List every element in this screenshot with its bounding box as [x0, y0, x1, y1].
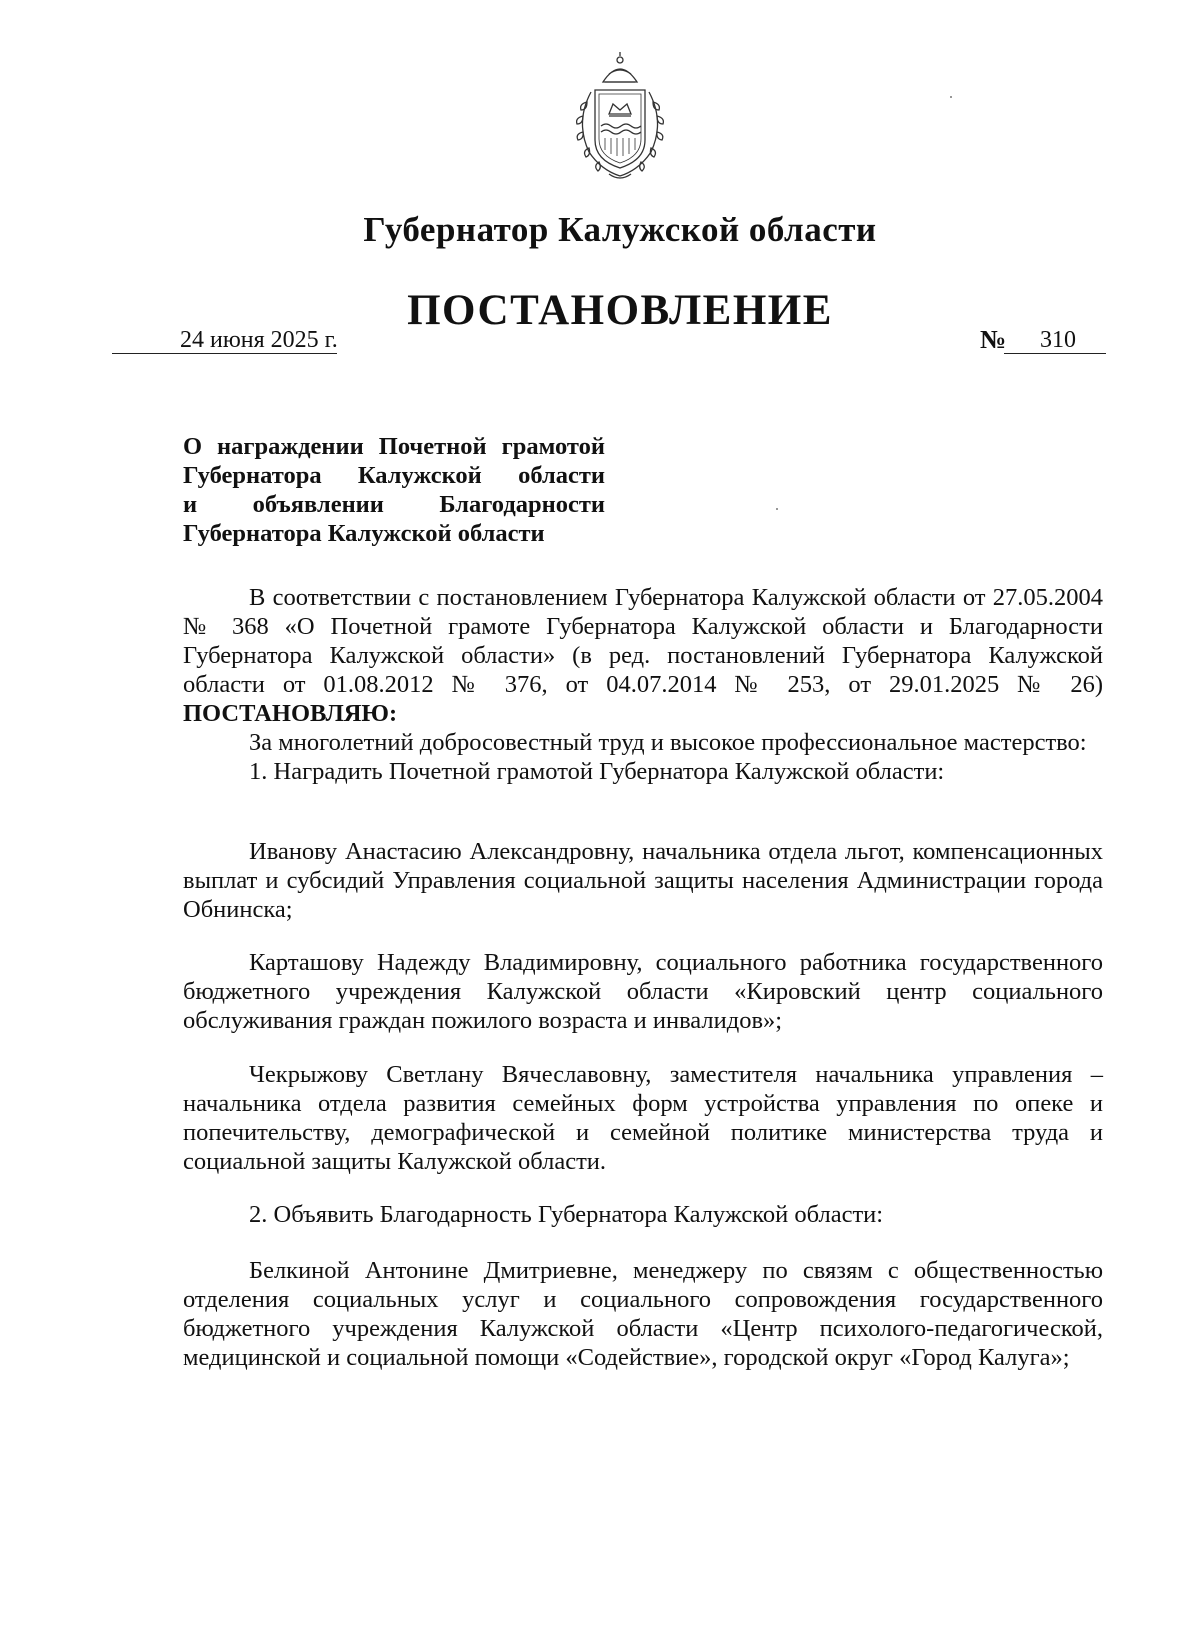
subject-line: Губернатора Калужской области [183, 462, 605, 489]
preamble-paragraph [183, 583, 1103, 728]
scan-speck [950, 96, 952, 98]
document-number: 310 [1040, 327, 1076, 353]
awardee-paragraph [183, 1256, 1103, 1372]
awardee-text: Карташову Надежду Владимировну, социального работника государственного бюджетного учреждения Калужской области «Кировский центр социального обслуживания граждан пожилого возраста и инвалидов»; [183, 949, 1103, 1034]
subject-line: и объявлении Благодарности [183, 491, 605, 518]
subject-line: О награждении Почетной грамотой [183, 433, 605, 460]
awardee-paragraph [183, 1060, 1103, 1176]
subject-line: Губернатора Калужской области [183, 520, 545, 547]
section-1-heading: 1. Наградить Почетной грамотой Губернатора Калужской области: [249, 758, 945, 785]
scan-speck [776, 508, 778, 510]
subject-block [183, 432, 605, 548]
decree-word: ПОСТАНОВЛЯЮ: [183, 700, 398, 727]
section-2-block [183, 1200, 1103, 1229]
awardee-text: Иванову Анастасию Александровну, начальника отдела льгот, компенсационных выплат и субсидий Управления социальной защиты населения Администрации города Обнинска; [183, 838, 1103, 923]
reason-paragraph: За многолетний добросовестный труд и высокое профессиональное мастерство: [249, 729, 1087, 756]
document-type-heading: ПОСТАНОВЛЕНИЕ [407, 287, 833, 334]
awardee-paragraph [183, 948, 1103, 1035]
document-date: 24 июня 2025 г. [180, 327, 338, 353]
section-2-heading: 2. Объявить Благодарность Губернатора Калужской области: [249, 1201, 884, 1228]
preamble-block [183, 583, 1103, 786]
number-label: № [980, 325, 1007, 354]
awardee-text: Белкиной Антонине Дмитриевне, менеджеру по связям с общественностью отделения социальных услуг и социального сопровождения государственного бюджетного учреждения Калужской области «Центр психолого-педагогической, медицинской и социальной помощи «Содействие», городской округ «Город Калуга»; [183, 1257, 1103, 1371]
preamble-text: В соответствии с постановлением Губернатора Калужской области от 27.05.2004 № 368 «О Почетной грамоте Губернатора Калужской области и Благодарности Губернатора Калужской области» (в ред. постановлений Губернатора Калужской области от 01.08.2012 № 376, от 04.07.2014 № 253, от 29.01.2025 № 26) [183, 584, 1103, 698]
awardee-text: Чекрыжову Светлану Вячеславовну, заместителя начальника управления – начальника отдела развития семейных форм устройства управления по опеке и попечительству, демографической и семейной политике министерства труда и социальной защиты Калужской области. [183, 1061, 1103, 1175]
issuer-title: Губернатор Калужской области [363, 210, 877, 249]
awardee-paragraph [183, 837, 1103, 924]
coat-of-arms-emblem [565, 52, 675, 182]
